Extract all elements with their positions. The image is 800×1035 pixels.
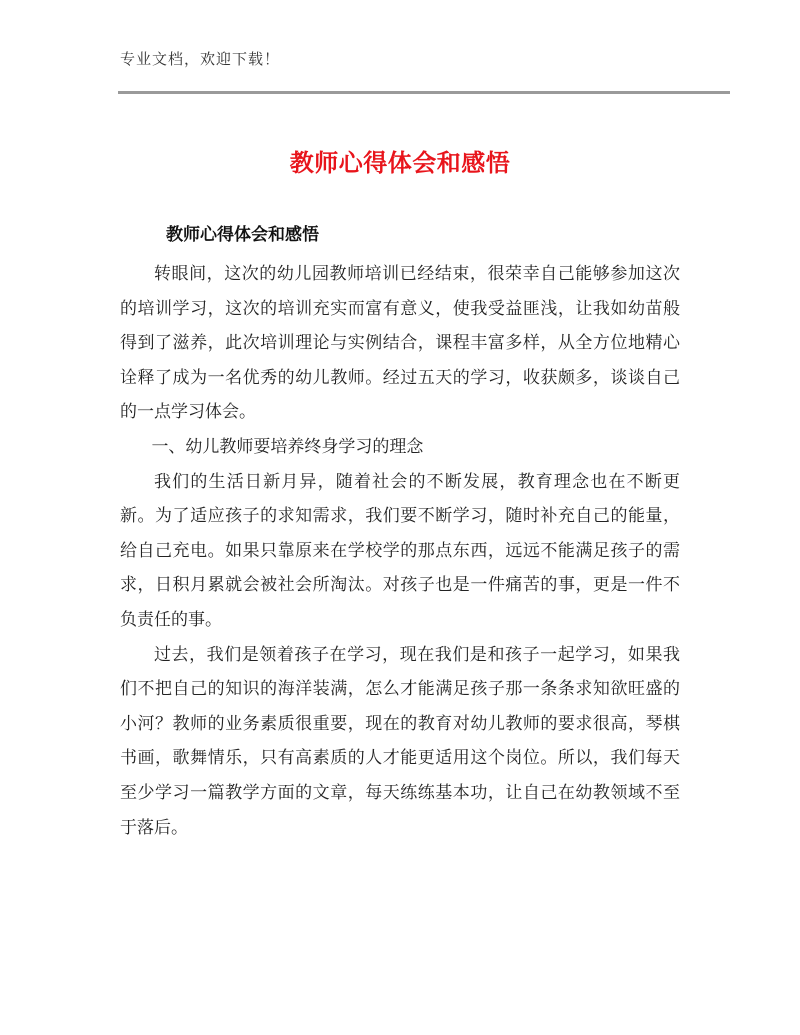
paragraph-intro: 转眼间，这次的幼儿园教师培训已经结束，很荣幸自己能够参加这次的培训学习，这次的培训充实而富有意义，使我受益匪浅，让我如幼苗般得到了滋养，此次培训理论与实例结合，课程丰富多样，从全方位地精心诠释了成为一名优秀的幼儿教师。经过五天的学习，收获颇多，谈谈自己的一点学习体会。 [120,264,680,423]
header-divider [118,91,730,94]
paragraph-past-and-present: 过去，我们是领着孩子在学习，现在我们是和孩子一起学习，如果我们不把自己的知识的海洋装满，怎么才能满足孩子那一条条求知欲旺盛的小河？教师的业务素质很重要，现在的教育对幼儿教师的要求很高，琴棋书画，歌舞情乐，只有高素质的人才能更适用这个岗位。所以，我们每天至少学习一篇教学方面的文章，每天练练基本功，让自己在幼教领域不至于落后。 [120,644,680,838]
section-heading-1: 一、幼儿教师要培养终身学习的理念 [151,436,424,457]
document-body [120,257,680,845]
paragraph-lifelong-learning: 我们的生活日新月异，随着社会的不断发展，教育理念也在不断更新。为了适应孩子的求知需求，我们要不断学习，随时补充自己的能量，给自己充电。如果只靠原来在学校学的那点东西，远远不能满足孩子的需求，日积月累就会被社会所淘汰。对孩子也是一件痛苦的事，更是一件不负责任的事。 [120,471,680,630]
document-subtitle: 教师心得体会和感悟 [166,225,319,245]
header-note: 专业文档，欢迎下载！ [120,50,281,68]
document-title: 教师心得体会和感悟 [289,149,511,177]
